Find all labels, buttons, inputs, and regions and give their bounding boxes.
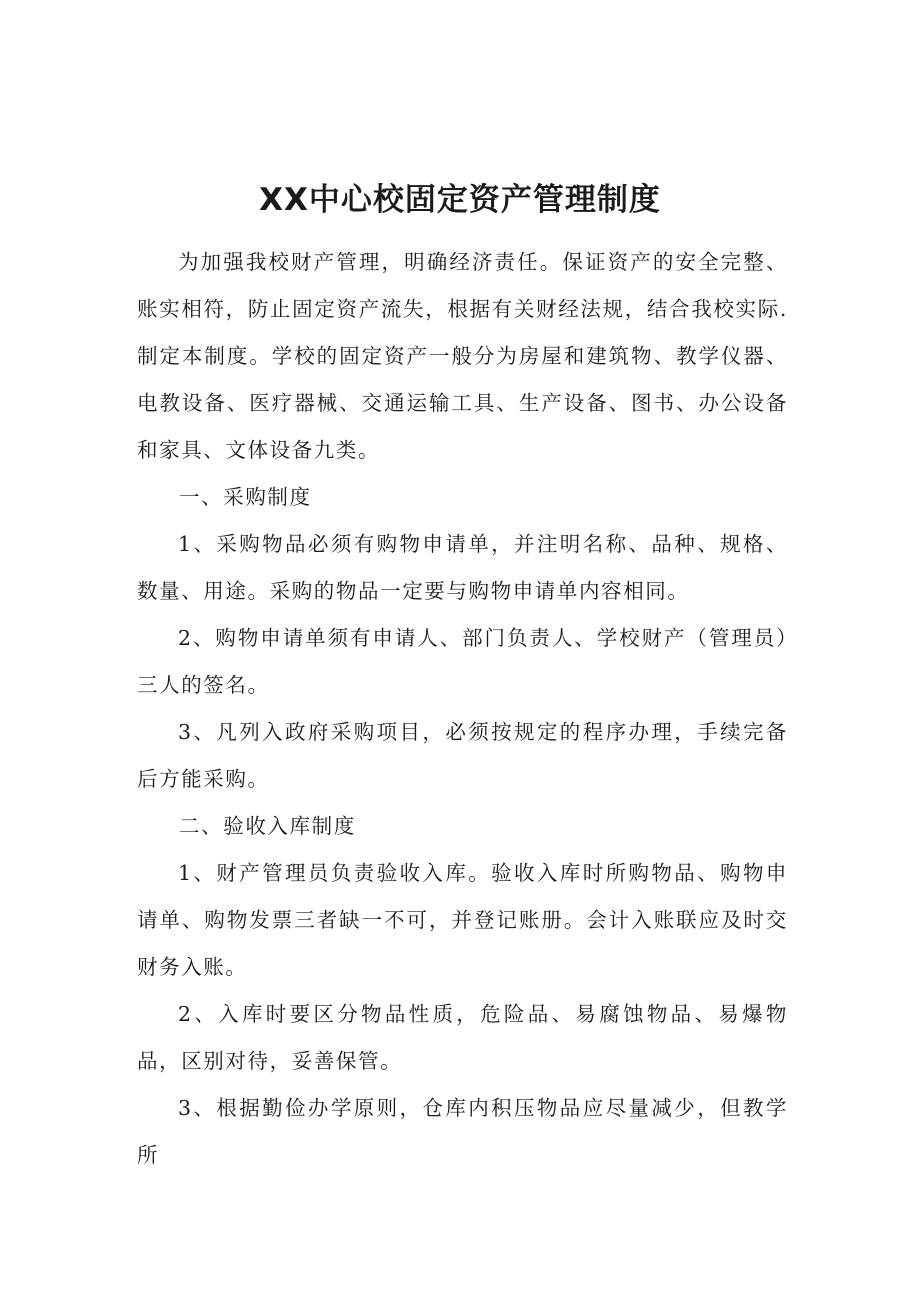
section-heading-acceptance: 二、验收入库制度 [179, 814, 356, 838]
acceptance-rule-2: 2、入库时要区分物品性质，危险品、易腐蚀物品、易爆物品，区别对待，妥善保管。 [137, 1002, 788, 1073]
document-title: XX中心校固定资产管理制度 [259, 182, 661, 218]
procurement-rule-1: 1、采购物品必须有购物申请单，并注明名称、品种、规格、数量、用途。采购的物品一定要与购物申请单内容相同。 [137, 532, 788, 603]
intro-paragraph: 为加强我校财产管理，明确经济责任。保证资产的安全完整、账实相符，防止固定资产流失，根据有关财经法规，结合我校实际.制定本制度。学校的固定资产一般分为房屋和建筑物、教学仪器、电教设备、医疗器械、交通运输工具、生产设备、图书、办公设备和家具、文体设备九类。 [137, 250, 788, 462]
section-heading-procurement: 一、采购制度 [179, 485, 312, 509]
acceptance-rule-1: 1、财产管理员负责验收入库。验收入库时所购物品、购物申请单、购物发票三者缺一不可，并登记账册。会计入账联应及时交财务入账。 [137, 861, 788, 979]
document-body [137, 239, 788, 1179]
procurement-rule-2: 2、购物申请单须有申请人、部门负责人、学校财产（管理员）三人的签名。 [137, 626, 788, 697]
acceptance-rule-3: 3、根据勤俭办学原则，仓库内积压物品应尽量减少，但教学所 [137, 1096, 788, 1167]
procurement-rule-3: 3、凡列入政府采购项目，必须按规定的程序办理，手续完备后方能采购。 [137, 720, 788, 791]
